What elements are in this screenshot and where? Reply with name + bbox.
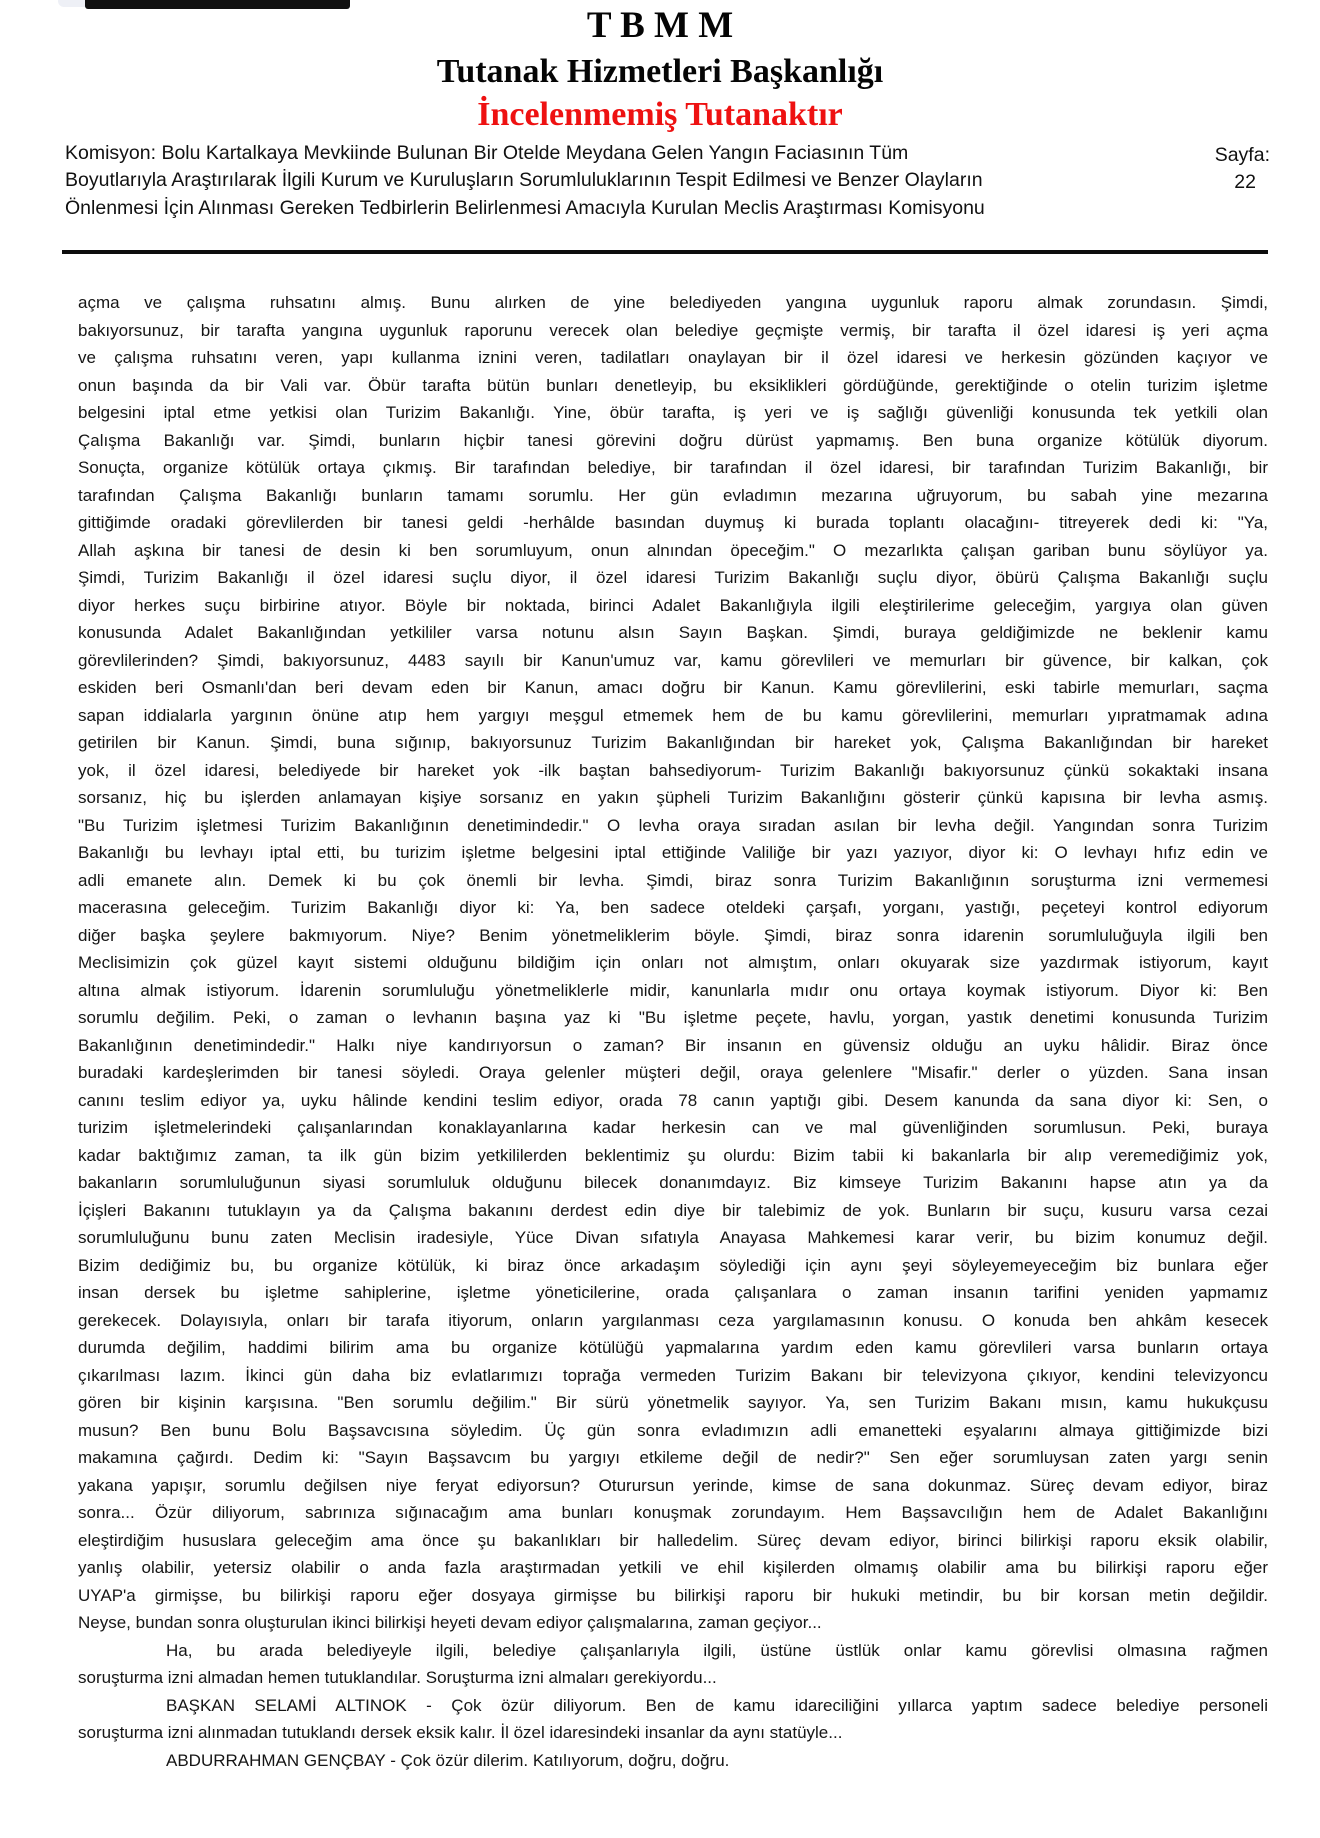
body-line: adli emanete alın. Demek ki bu çok önemli bir levha. Şimdi, biraz sonra Turizim Bakanlığının soruşturma izni vermemesi — [78, 870, 1268, 890]
body-line: İçişleri Bakanını tutuklayın ya da Çalışma bakanını derdest edin diye bir talebimiz de yok. Bunların bir suçu, kusuru varsa cezai — [78, 1200, 1268, 1220]
body-line: UYAP'a girmişse, bu bilirkişi raporu eğer dosyaya girmişse bu bilirkişi raporu bir hukuki metindir, bu bir korsan metin değildir. — [78, 1585, 1268, 1605]
komisyon-line: Komisyon: Bolu Kartalkaya Mevkiinde Bulunan Bir Otelde Meydana Gelen Yangın Faciasının Tüm — [65, 142, 909, 164]
body-line: diyor herkes suçu birbirine atıyor. Böyle bir noktada, birinci Adalet Bakanlığıyla ilgili eleştirilerime geleceğim, yargıya olan güven — [78, 595, 1268, 615]
body-line: sorumluluğunu bunu zaten Meclisin iradesiyle, Yüce Divan sıfatıyla Anayasa Mahkemesi karar verir, bu bizim konumuz değil. — [78, 1228, 1268, 1247]
body-line: Allah aşkına bir tanesi de desin ki ben sorumluyum, onun alnından öpeceğim." O mezarlıkta çalışan gariban bunu söylüyor ya. — [78, 540, 1268, 560]
body-line: Sonuçta, organize kötülük ortaya çıkmış. Bir tarafından belediye, bir tarafından il özel idaresi, bir tarafından Turizim Bakanlığı, bir — [78, 458, 1268, 477]
tbmm-title: T B M M — [586, 5, 734, 46]
header-rule — [62, 250, 1268, 254]
body-line: makamına çağırdı. Dedim ki: "Sayın Başsavcım bu yargıyı etkileme değil de nedir?" Sen eğer sorumluysan zaten yargı senin — [78, 1448, 1268, 1467]
body-line: bakanların sorumluluğunun siyasi sorumluluk olduğunu bilecek donanımdayız. Biz kimseye Turizim Bakanını hapse atın ya da — [78, 1173, 1268, 1192]
page-label: Sayfa: — [1214, 144, 1270, 166]
body-line: eleştirdiğim hususlara geleceğim ama önce şu bakanlıkları bir halledelim. Süreç devam ediyor, birinci bilirkişi raporu eksik olabilir, — [78, 1530, 1268, 1550]
body-line: ABDURRAHMAN GENÇBAY - Çok özür dilerim. Katılıyorum, doğru, doğru. — [166, 1750, 730, 1770]
body-line: gittiğimde oradaki görevlilerden bir tanesi geldi -herhâlde basından duymuş ki burada toplantı olacağını- titreyerek dedi ki: "Ya, — [78, 513, 1268, 532]
body-line: getirilen bir Kanun. Şimdi, buna sığınıp, bakıyorsunuz Turizim Bakanlığından bir hareket yok, Çalışma Bakanlığından bir hareket — [78, 733, 1268, 752]
body-line: Ha, bu arada belediyeyle ilgili, belediye çalışanlarıyla ilgili, üstüne üstlük onlar kamu görevlisi olmasına rağmen — [166, 1640, 1268, 1660]
body-line: Şimdi, Turizim Bakanlığı il özel idaresi suçlu diyor, il özel idaresi Turizim Bakanlığı suçlu diyor, öbürü Çalışma Bakanlığı suçlu — [78, 568, 1268, 587]
body-line: yok, il özel idaresi, belediyede bir hareket yok -ilk baştan bahsediyorum- Turizim Bakanlığı bakıyorsunuz çünkü sokaktaki insana — [78, 760, 1268, 780]
body-line: sorsanız, hiç bu işlerden anlamayan kişiye sorsanız en yakın şüpheli Turizim Bakanlığını gösterir çünkü kapısına bir levha asmış. — [78, 788, 1268, 807]
body-line: Çalışma Bakanlığı var. Şimdi, bunların hiçbir tanesi görevini doğru dürüst yapmamış. Ben buna organize kötülük diyorum. — [78, 430, 1268, 450]
komisyon-line: Önlenmesi İçin Alınması Gereken Tedbirlerin Belirlenmesi Amacıyla Kurulan Meclis Araştırması Komisyonu — [65, 196, 985, 219]
body-line: Bakanlığının denetimindedir." Halkı niye kandırıyorsun o zaman? Bir insanın en güvensiz olduğu an uyku hâlidir. Biraz önce — [78, 1035, 1268, 1055]
body-line: durumda değilim, haddimi bilirim ama bu organize kötülüğü yapmalarına yardım eden kamu görevlileri varsa bunların ortaya — [78, 1338, 1268, 1357]
page-number: 22 — [1234, 171, 1256, 194]
body-line: kadar baktığımız zaman, ta ilk gün bizim yetkililerden beklentimiz şu olurdu: Bizim tabii ki bakanlarla bir alıp veremediğimiz yok, — [78, 1145, 1268, 1165]
body-line: diğer başka şeylere bakmıyorum. Niye? Benim yönetmeliklerim böyle. Şimdi, biraz sonra idarenin sorumluluğuyla ilgili ben — [78, 925, 1268, 945]
body-line: yanlış olabilir, yetersiz olabilir o anda fazla araştırmadan yetkili ve ehil kişilerden olmamış olabilir ama bu bilirkişi raporu eğer — [78, 1558, 1268, 1577]
body-line: gören bir kişinin karşısına. "Ben sorumlu değilim." Bir sürü yönetmelik sayıyor. Ya, sen Turizim Bakanı mısın, kamu hukukçusu — [78, 1393, 1268, 1412]
body-line: insan dersek bu işletme sahiplerine, işletme yöneticilerine, orada çalışanlara o zaman insanın tarifini yeniden yapmamız — [78, 1283, 1268, 1302]
body-line: Bizim dediğimiz bu, bu organize kötülük, ki biraz önce arkadaşım söylediği için aynı şeyi söyleyemeyeceğim biz bunlara eğer — [78, 1255, 1268, 1275]
body-line: turizim işletmelerindeki çalışanlarından konaklayanlarına kadar herkesin can ve mal güvenliğinden sorumlusun. Peki, buraya — [78, 1118, 1268, 1137]
body-line: Meclisimizin çok güzel kayıt sistemi olduğunu bildiğim için onları not almıştım, onları okuyarak size yazdırmak istiyorum, kayıt — [78, 953, 1268, 972]
body-line: macerasına geleceğim. Turizim Bakanlığı diyor ki: Ya, ben sadece oteldeki çarşafı, yorganı, yastığı, peçeteyi kontrol ediyorum — [78, 898, 1268, 917]
body-line: yakana yapışır, sorumlu değilsen niye feryat ediyorsun? Oturursun yerinde, kimse de sana dokunmaz. Süreç devam ediyor, biraz — [78, 1475, 1268, 1495]
body-line: Neyse, bundan sonra oluşturulan ikinci bilirkişi heyeti devam ediyor çalışmalarına, zaman geçiyor... — [78, 1613, 822, 1632]
body-line: canını teslim ediyor ya, uyku hâlinde kendini teslim ediyor, orada 78 canın yaptığı gibi. Desem kanunda da sana diyor ki: Sen, o — [78, 1090, 1268, 1110]
body-line: açma ve çalışma ruhsatını almış. Bunu alırken de yine belediyeden yangına uygunluk raporu almak zorundasın. Şimdi, — [78, 293, 1268, 312]
transcript-body — [78, 289, 1268, 1774]
body-line: soruşturma izni almadan hemen tutuklandılar. Soruşturma izni almaları gerekiyordu... — [78, 1668, 717, 1687]
komisyon-block — [65, 140, 1065, 222]
body-line: çıkarılması lazım. İkinci gün daha biz evlatlarımızı toprağa vermeden Turizim Bakanı bir televizyona çıkıyor, kendini televizyoncu — [78, 1365, 1268, 1385]
body-line: soruşturma izni alınmadan tutuklandı dersek eksik kalır. İl özel idaresindeki insanlar da aynı statüyle... — [78, 1723, 843, 1742]
page-info — [1186, 142, 1270, 197]
body-line: sapan iddialarla yargının önüne atıp hem yargıyı meşgul etmemek hem de bu kamu görevlilerini, memurları yıpratmamak adına — [78, 705, 1268, 725]
body-line: musun? Ben bunu Bolu Başsavcısına söyledim. Üç gün sonra evladımızın adli emanetteki eşyalarını almaya gittiğimizde bizi — [78, 1420, 1268, 1440]
body-line: belgesini iptal etme yetkisi olan Turizim Bakanlığı. Yine, öbür tarafta, iş yeri ve iş sağlığı güvenliği konusunda tek yetkili olan — [78, 403, 1268, 422]
body-line: eskiden beri Osmanlı'dan beri devam eden bir Kanun, amacı doğru bir Kanun. Kamu görevlilerini, eski tabirle memurları, saçma — [78, 678, 1268, 697]
body-line: gerekecek. Dolayısıyla, onları bir tarafa itiyorum, onların yargılanması ceza yargılamasının konusu. O konuda ben ahkâm kesecek — [78, 1310, 1268, 1330]
body-line: BAŞKAN SELAMİ ALTINOK - Çok özür diliyorum. Ben de kamu idareciliğini yıllarca yaptım sadece belediye personeli — [166, 1695, 1268, 1715]
body-line: onun başında da bir Vali var. Öbür tarafta bütün bunları denetleyip, bu eksiklikleri gördüğünde, gerektiğinde o otelin turizim işletme — [78, 375, 1268, 395]
body-line: Bakanlığı bu levhayı iptal etti, bu turizim işletme belgesini iptal ettiğinde Valiliğe bir yazı yazıyor, diyor ki: O levhayı hıfız edin ve — [78, 843, 1268, 862]
department-title: Tutanak Hizmetleri Başkanlığı — [436, 53, 884, 90]
komisyon-line: Boyutlarıyla Araştırılarak İlgili Kurum ve Kuruluşların Sorumluluklarının Tespit Edilmesi ve Benzer Olayların — [65, 169, 983, 192]
body-line: altına almak istiyorum. İdarenin sorumluluğu yönetmeliklerle midir, kanunlarla mıdır onu ortaya koymak istiyorum. Diyor ki: Ben — [78, 980, 1268, 1000]
body-line: görevlilerinden? Şimdi, bakıyorsunuz, 4483 sayılı bir Kanun'umuz var, kamu görevlileri ve memurları bir güvence, bir kalkan, çok — [78, 650, 1268, 670]
body-line: ve çalışma ruhsatını veren, yapı kullanma iznini veren, tadilatları onaylayan bir il özel idaresi ve herkesin gözünden kaçıyor ve — [78, 348, 1268, 367]
body-line: tarafından Çalışma Bakanlığı bunların tamamı sorumlu. Her gün evladımın mezarına uğruyorum, bu sabah yine mezarına — [78, 485, 1268, 505]
body-line: "Bu Turizim işletmesi Turizim Bakanlığının denetimindedir." O levha oraya sıradan asılan bir levha değil. Yangından sonra Turizim — [78, 815, 1268, 835]
body-line: buradaki kardeşlerimden bir tanesi söyledi. Oraya gelenler müşteri değil, oraya gelenlere "Misafir." derler o yüzden. Sana insan — [78, 1063, 1268, 1082]
body-line: konusunda Adalet Bakanlığından yetkililer varsa notunu alsın Sayın Başkan. Şimdi, buraya geldiğimizde ne beklenir kamu — [78, 623, 1268, 642]
status-title: İncelenmemiş Tutanaktır — [477, 96, 843, 133]
body-line: sonra... Özür diliyorum, sabrınıza sığınacağım ama bunları konuşmak zorundayım. Hem Başsavcılığın hem de Adalet Bakanlığını — [78, 1503, 1268, 1522]
body-line: sorumlu değilim. Peki, o zaman o levhanın başına yaz ki "Bu işletme peçete, havlu, yorgan, yastık denetimi konusunda Turizim — [78, 1008, 1268, 1027]
body-line: bakıyorsunuz, bir tarafta yangına uygunluk raporunu verecek olan belediye geçmişte vermiş, bir tarafta il özel idaresi iş yeri açma — [78, 320, 1268, 340]
